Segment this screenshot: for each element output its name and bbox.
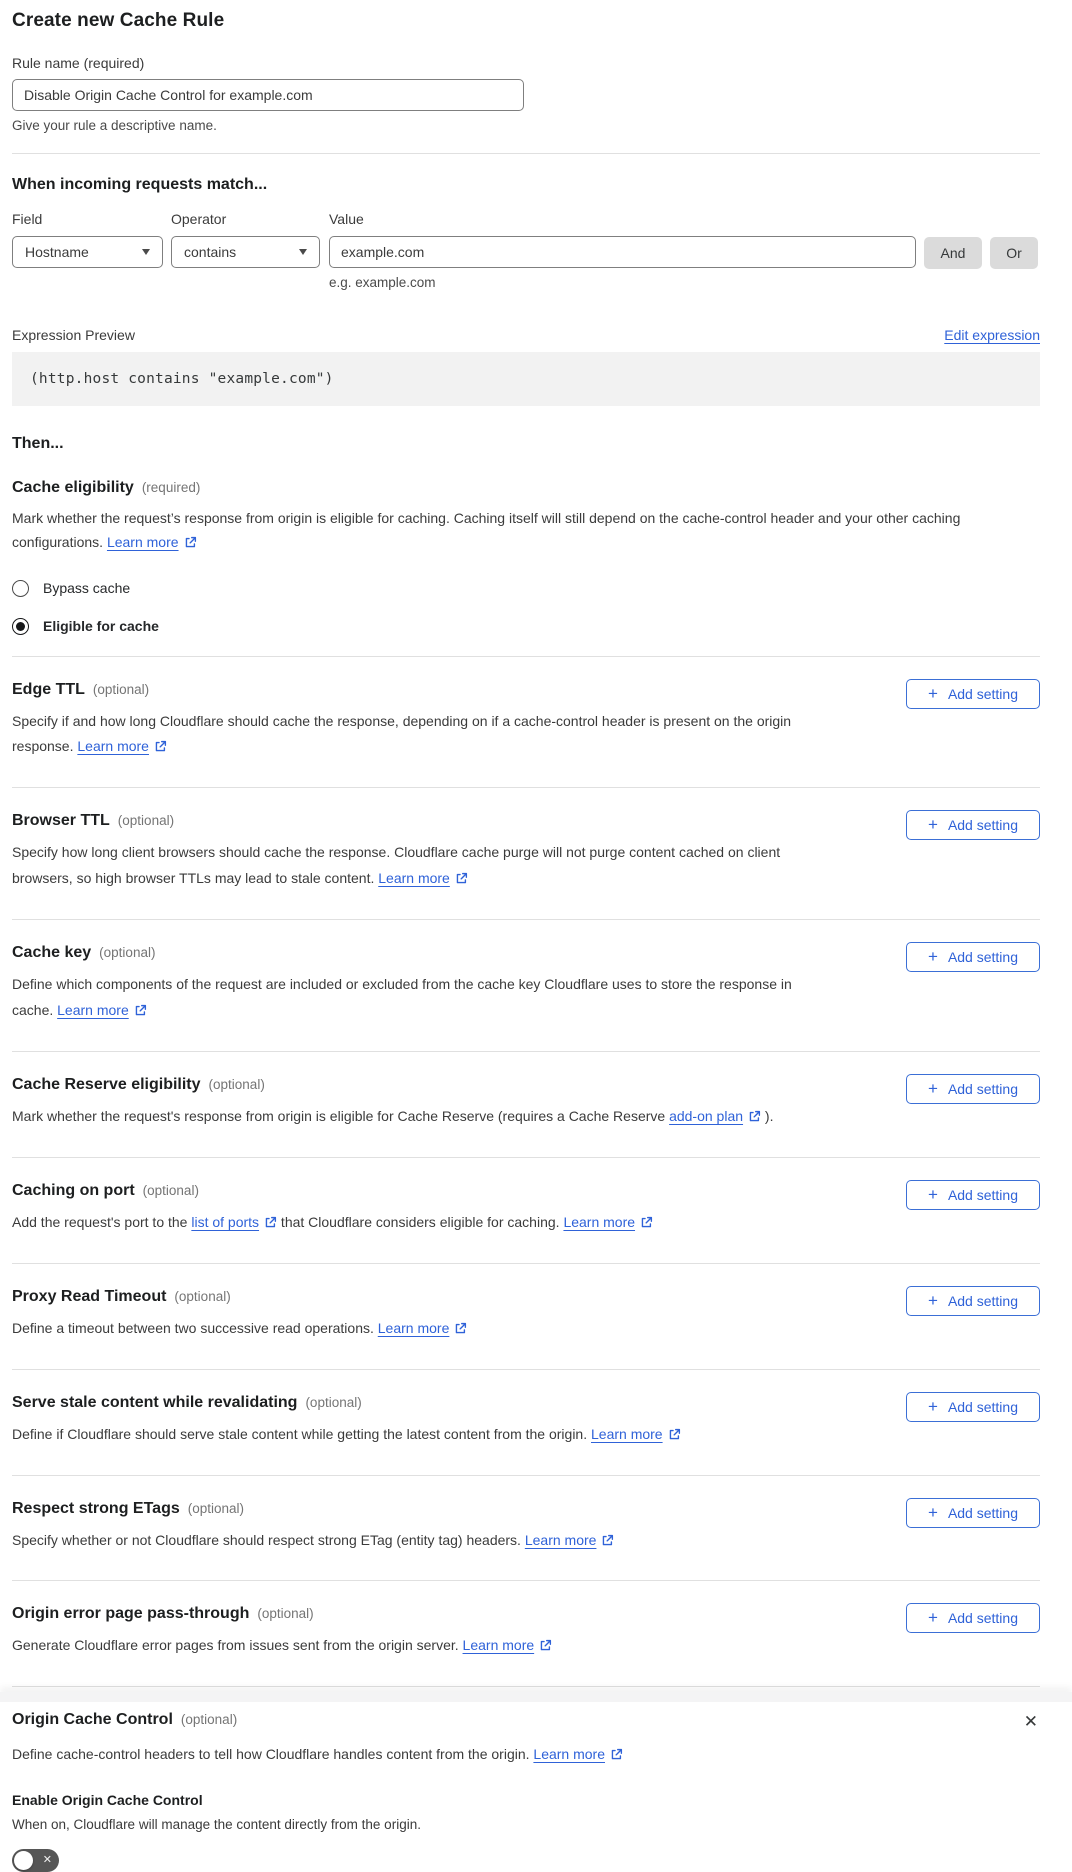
section-description: Define which components of the request are included or excluded from the cache key Cloudflare uses to store the response in cache. Learn more <box>12 976 792 1019</box>
setting-section <box>12 1475 1040 1581</box>
plus-icon: + <box>928 1290 938 1310</box>
section-tag: (optional) <box>174 1288 231 1304</box>
or-button[interactable]: Or <box>990 237 1038 269</box>
page-title: Create new Cache Rule <box>12 10 225 31</box>
section-description: Specify whether or not Cloudflare should respect strong ETag (entity tag) headers. Learn more <box>12 1528 614 1554</box>
setting-section <box>12 1157 1040 1263</box>
external-link-icon <box>264 1216 277 1229</box>
external-link-icon <box>640 1216 653 1229</box>
optional-settings-list <box>12 656 1040 1687</box>
setting-section <box>12 1369 1040 1475</box>
cache-eligibility-description: Mark whether the request’s response from origin is eligible for caching. Caching itself will still depend on the cache-control header and your other caching configurations. Learn more <box>12 510 961 550</box>
section-description: Specify if and how long Cloudflare should cache the response, depending on if a cache-control header is present on the origin response. Learn more <box>12 712 792 755</box>
cache-eligibility-title: Cache eligibility <box>12 479 134 496</box>
add-setting-button[interactable] <box>906 1180 1040 1210</box>
inline-link[interactable]: Learn more <box>591 1425 663 1442</box>
section-description: Define if Cloudflare should serve stale content while getting the latest content from the origin. Learn more <box>12 1422 681 1448</box>
inline-link[interactable]: Learn more <box>377 1319 450 1336</box>
section-tag: (optional) <box>99 945 156 961</box>
add-setting-button[interactable] <box>906 679 1040 709</box>
section-title: Cache key <box>12 944 92 962</box>
inline-link[interactable]: Learn more <box>106 533 179 550</box>
toggle-knob <box>14 1851 33 1870</box>
match-heading: When incoming requests match... <box>12 176 268 193</box>
value-input[interactable] <box>329 236 916 268</box>
inline-link[interactable]: list of ports <box>191 1213 260 1230</box>
cache-eligibility-tag: (required) <box>141 480 201 495</box>
add-setting-label: Add setting <box>947 1080 1018 1097</box>
add-setting-label: Add setting <box>947 1186 1018 1203</box>
add-setting-label: Add setting <box>947 949 1018 966</box>
add-setting-label: Add setting <box>947 1398 1018 1415</box>
rule-name-label: Rule name (required) <box>12 55 145 71</box>
origin-cache-control-description: Define cache-control headers to tell how Cloudflare handles content from the origin. Learn more <box>12 1742 1040 1768</box>
origin-cache-control-title: Origin Cache Control <box>12 1711 173 1729</box>
external-link-icon <box>455 872 468 885</box>
radio-option-label: Eligible for cache <box>43 618 159 635</box>
inline-link[interactable]: Learn more <box>57 1002 129 1019</box>
then-heading: Then... <box>12 435 64 452</box>
origin-cache-control-toggle[interactable] <box>12 1849 59 1872</box>
inline-link[interactable]: Learn more <box>563 1213 636 1230</box>
section-title: Respect strong ETags <box>12 1499 180 1517</box>
expression-preview-code: (http.host contains "example.com") <box>12 352 1040 406</box>
inline-link[interactable]: Learn more <box>462 1637 535 1654</box>
section-title: Browser TTL <box>12 812 110 830</box>
section-title: Cache Reserve eligibility <box>12 1075 201 1093</box>
plus-icon: + <box>928 947 938 967</box>
footer-band <box>0 1692 1072 1702</box>
divider <box>12 153 1040 154</box>
section-title: Proxy Read Timeout <box>12 1287 167 1305</box>
value-helper: e.g. example.com <box>329 275 436 290</box>
add-setting-button[interactable] <box>906 810 1040 840</box>
radio-option[interactable] <box>12 580 1040 597</box>
close-icon[interactable]: ✕ <box>1023 1712 1038 1732</box>
section-description: Generate Cloudflare error pages from issues sent from the origin server. Learn more <box>12 1633 552 1659</box>
enable-origin-cache-control-description: When on, Cloudflare will manage the content directly from the origin. <box>12 1817 421 1833</box>
setting-section <box>12 1263 1040 1369</box>
field-select-value: Hostname <box>25 244 89 260</box>
inline-link[interactable]: Learn more <box>524 1531 597 1548</box>
field-select[interactable] <box>12 236 163 268</box>
inline-link[interactable]: Learn more <box>533 1746 605 1763</box>
chevron-down-icon <box>142 249 150 255</box>
inline-link[interactable]: add-on plan <box>669 1107 744 1124</box>
external-link-icon <box>601 1534 614 1547</box>
section-tag: (optional) <box>187 1500 245 1516</box>
plus-icon: + <box>928 1078 938 1098</box>
section-description: Add the request's port to the list of ports that Cloudflare considers eligible for caching. Learn more <box>12 1210 653 1236</box>
add-setting-button[interactable] <box>906 1392 1040 1422</box>
external-link-icon <box>154 740 167 753</box>
external-link-icon <box>668 1428 681 1441</box>
expression-builder-row <box>12 211 1040 290</box>
plus-icon: + <box>928 1502 938 1522</box>
inline-link[interactable]: Learn more <box>378 870 450 887</box>
add-setting-label: Add setting <box>947 817 1018 834</box>
plus-icon: + <box>928 683 938 703</box>
section-tag: (optional) <box>92 681 150 697</box>
operator-select-value: contains <box>184 244 237 260</box>
cache-eligibility-options <box>12 580 1040 635</box>
section-title: Caching on port <box>12 1181 135 1199</box>
toggle-off-x-icon: ✕ <box>42 1854 52 1867</box>
setting-section <box>12 787 1040 919</box>
radio-option[interactable] <box>12 618 1040 635</box>
setting-section <box>12 1580 1040 1686</box>
external-link-icon <box>610 1748 623 1761</box>
plus-icon: + <box>928 1396 938 1416</box>
add-setting-label: Add setting <box>947 1504 1018 1521</box>
section-tag: (optional) <box>142 1182 199 1198</box>
section-tag: (optional) <box>257 1606 314 1622</box>
radio-unselected-icon[interactable] <box>12 580 29 597</box>
expression-preview-label: Expression Preview <box>12 327 135 343</box>
enable-origin-cache-control-label: Enable Origin Cache Control <box>12 1792 203 1809</box>
section-description: Define a timeout between two successive read operations. Learn more <box>12 1316 467 1342</box>
external-link-icon <box>748 1110 761 1123</box>
section-title: Serve stale content while revalidating <box>12 1393 298 1411</box>
radio-option-label: Bypass cache <box>43 580 131 597</box>
setting-section <box>12 656 1040 788</box>
origin-cache-control-tag: (optional) <box>180 1712 238 1728</box>
value-label: Value <box>329 211 364 227</box>
plus-icon: + <box>928 815 938 835</box>
add-setting-button[interactable] <box>906 1603 1040 1633</box>
operator-label: Operator <box>171 211 227 227</box>
external-link-icon <box>454 1322 467 1335</box>
section-description: Specify how long client browsers should cache the response. Cloudflare cache purge will not purge content cached on client browsers, so high browser TTLs may lead to stale content. Learn more <box>12 844 781 887</box>
section-tag: (optional) <box>208 1076 265 1092</box>
setting-section <box>12 919 1040 1051</box>
section-title: Edge TTL <box>12 680 85 698</box>
radio-selected-icon[interactable] <box>12 618 29 635</box>
and-button[interactable]: And <box>924 237 982 269</box>
external-link-icon <box>134 1004 147 1017</box>
inline-link[interactable]: Learn more <box>77 738 149 755</box>
add-setting-button[interactable] <box>906 1286 1040 1316</box>
field-label: Field <box>12 211 43 227</box>
external-link-icon <box>539 1639 552 1652</box>
section-title: Origin error page pass-through <box>12 1605 250 1623</box>
add-setting-button[interactable] <box>906 942 1040 972</box>
add-setting-label: Add setting <box>947 1610 1018 1627</box>
add-setting-label: Add setting <box>947 685 1018 702</box>
section-tag: (optional) <box>117 813 175 829</box>
plus-icon: + <box>928 1184 938 1204</box>
add-setting-label: Add setting <box>947 1292 1018 1309</box>
rule-name-input[interactable] <box>12 79 524 111</box>
add-setting-button[interactable] <box>906 1074 1040 1104</box>
edit-expression-link[interactable]: Edit expression <box>944 327 1040 343</box>
origin-cache-control-section <box>12 1686 1040 1872</box>
add-setting-button[interactable] <box>906 1498 1040 1528</box>
chevron-down-icon <box>299 249 307 255</box>
operator-select[interactable] <box>171 236 320 268</box>
rule-name-helper: Give your rule a descriptive name. <box>12 118 217 133</box>
external-link-icon <box>184 536 197 549</box>
plus-icon: + <box>928 1608 938 1628</box>
setting-section <box>12 1051 1040 1157</box>
section-description: Mark whether the request's response from origin is eligible for Cache Reserve (requires a Cache Reserve add-on plan ). <box>12 1107 774 1124</box>
section-tag: (optional) <box>305 1394 362 1410</box>
